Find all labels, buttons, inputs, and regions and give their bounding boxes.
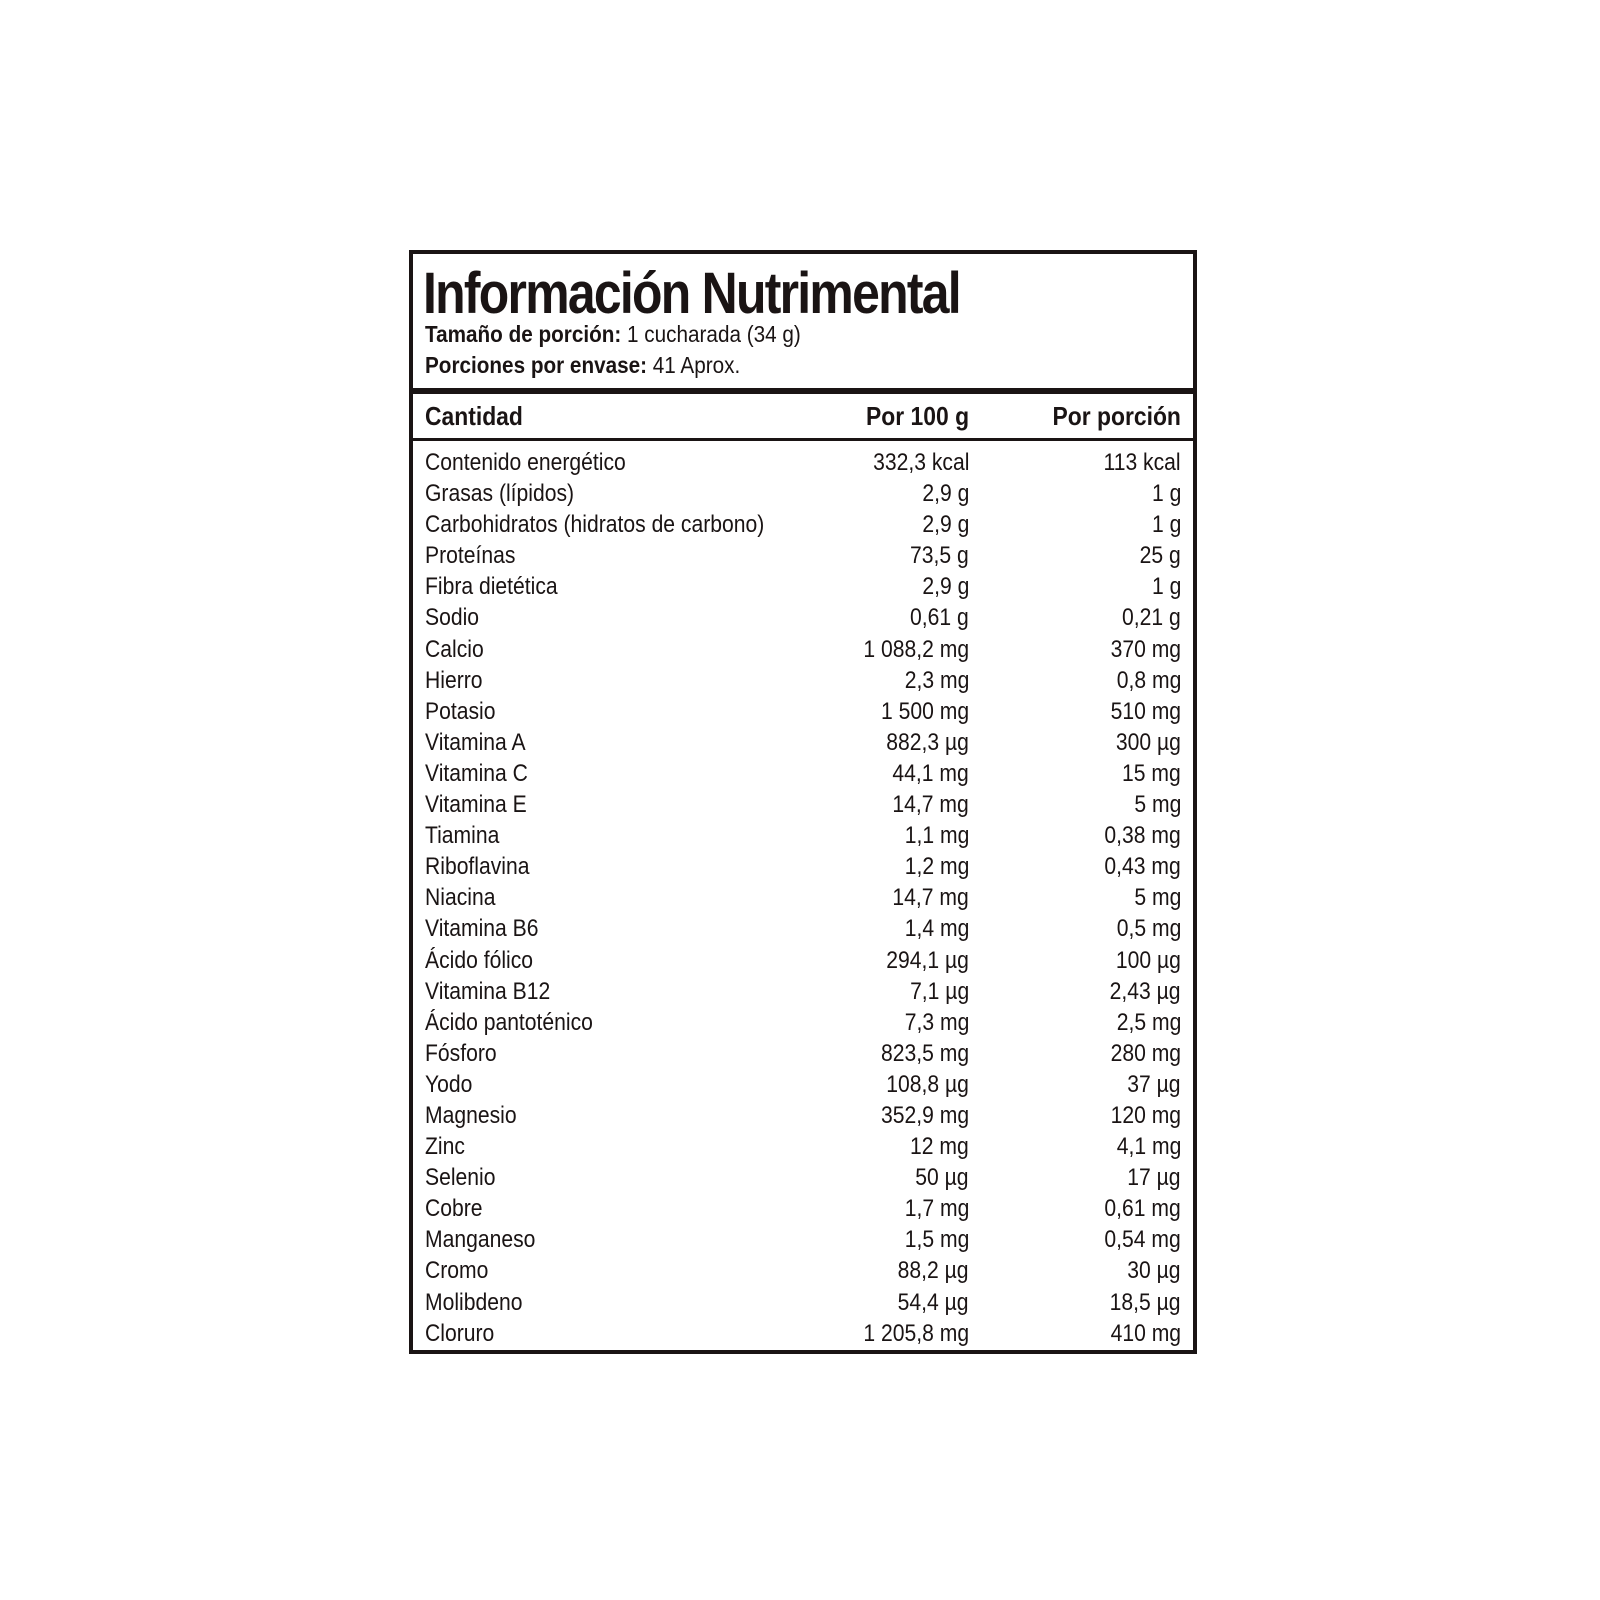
label-title: Información Nutrimental (423, 261, 960, 326)
nutrient-name: Proteínas (425, 542, 516, 570)
value-per-serving: 2,5 mg (1116, 1008, 1181, 1036)
value-per-serving: 25 g (1139, 542, 1181, 570)
nutrient-name: Manganeso (425, 1226, 536, 1254)
serving-size (425, 320, 801, 348)
table-row (413, 697, 1193, 728)
nutrient-name: Ácido fólico (425, 946, 534, 974)
table-row (413, 635, 1193, 666)
value-per-serving: 280 mg (1110, 1039, 1181, 1067)
value-per-100g: 73,5 g (910, 542, 969, 570)
table-row (413, 790, 1193, 821)
value-per-100g: 50 µg (915, 1164, 969, 1192)
nutrient-name: Calcio (425, 635, 484, 663)
value-per-serving: 1 g (1151, 573, 1181, 601)
column-header-name: Cantidad (425, 401, 523, 431)
value-per-serving: 410 mg (1110, 1319, 1181, 1347)
value-per-100g: 1 205,8 mg (863, 1319, 969, 1347)
value-per-100g: 2,3 mg (904, 666, 969, 694)
serving-size-value: 1 cucharada (34 g) (621, 321, 801, 347)
value-per-100g: 88,2 µg (898, 1257, 969, 1285)
nutrient-name: Selenio (425, 1164, 496, 1192)
nutrient-name: Magnesio (425, 1101, 517, 1129)
table-row (413, 1288, 1193, 1319)
nutrient-name: Carbohidratos (hidratos de carbono) (425, 511, 765, 539)
value-per-100g: 352,9 mg (880, 1101, 969, 1129)
value-per-serving: 1 g (1151, 511, 1181, 539)
value-per-100g: 7,3 mg (904, 1008, 969, 1036)
value-per-100g: 1,2 mg (904, 853, 969, 881)
table-header (413, 394, 1193, 438)
nutrient-name: Cromo (425, 1257, 489, 1285)
table-row (413, 1101, 1193, 1132)
servings-per-container-value: 41 Aprox. (647, 352, 741, 378)
value-per-100g: 54,4 µg (898, 1288, 969, 1316)
table-row (413, 572, 1193, 603)
value-per-100g: 1 088,2 mg (863, 635, 969, 663)
table-row (413, 1225, 1193, 1256)
value-per-100g: 1 500 mg (880, 697, 969, 725)
table-row (413, 510, 1193, 541)
nutrient-name: Fósforo (425, 1039, 497, 1067)
value-per-100g: 332,3 kcal (872, 449, 969, 476)
nutrient-name: Vitamina C (425, 759, 528, 787)
servings-per-container-label: Porciones por envase: (425, 352, 648, 378)
table-row (413, 1132, 1193, 1163)
servings-per-container (425, 351, 740, 379)
value-per-serving: 510 mg (1110, 697, 1181, 725)
value-per-serving: 18,5 µg (1110, 1288, 1181, 1316)
value-per-serving: 300 µg (1115, 728, 1181, 756)
nutrient-name: Vitamina A (425, 728, 526, 756)
value-per-serving: 120 mg (1110, 1101, 1181, 1129)
value-per-100g: 14,7 mg (892, 884, 969, 912)
value-per-serving: 30 µg (1127, 1257, 1181, 1285)
value-per-100g: 882,3 µg (886, 728, 969, 756)
nutrient-name: Vitamina B12 (425, 977, 551, 1005)
value-per-100g: 823,5 mg (880, 1039, 969, 1067)
column-header-per-serving: Por porción (1052, 401, 1181, 431)
value-per-100g: 2,9 g (922, 573, 969, 601)
value-per-100g: 2,9 g (922, 511, 969, 539)
table-row (413, 914, 1193, 945)
table-row (413, 852, 1193, 883)
nutrient-name: Fibra dietética (425, 573, 558, 601)
table-row (413, 1070, 1193, 1101)
value-per-100g: 0,61 g (910, 604, 969, 632)
value-per-100g: 1,4 mg (904, 915, 969, 943)
table-row (413, 946, 1193, 977)
nutrient-name: Yodo (425, 1070, 473, 1098)
nutrient-name: Cobre (425, 1195, 483, 1223)
value-per-serving: 370 mg (1110, 635, 1181, 663)
nutrient-name: Molibdeno (425, 1288, 523, 1316)
nutrient-name: Hierro (425, 666, 483, 694)
nutrient-name: Ácido pantoténico (425, 1008, 593, 1036)
table-row (413, 479, 1193, 510)
value-per-serving: 100 µg (1115, 946, 1181, 974)
nutrient-name: Potasio (425, 697, 496, 725)
nutrient-name: Zinc (425, 1133, 465, 1161)
table-row (413, 448, 1193, 479)
nutrient-name: Grasas (lípidos) (425, 480, 575, 508)
nutrient-name: Cloruro (425, 1319, 495, 1347)
table-row (413, 666, 1193, 697)
table-row (413, 759, 1193, 790)
value-per-serving: 0,61 mg (1104, 1195, 1181, 1223)
value-per-serving: 15 mg (1122, 759, 1181, 787)
nutrient-name: Vitamina E (425, 791, 527, 819)
value-per-serving: 1 g (1151, 480, 1181, 508)
value-per-serving: 0,54 mg (1104, 1226, 1181, 1254)
nutrient-name: Niacina (425, 884, 496, 912)
serving-size-label: Tamaño de porción: (425, 321, 622, 347)
table-row (413, 728, 1193, 759)
value-per-100g: 44,1 mg (892, 759, 969, 787)
nutrient-name: Contenido energético (425, 449, 626, 476)
header-divider (413, 438, 1193, 441)
value-per-100g: 2,9 g (922, 480, 969, 508)
value-per-serving: 2,43 µg (1110, 977, 1181, 1005)
table-row (413, 1163, 1193, 1194)
value-per-serving: 0,43 mg (1104, 853, 1181, 881)
value-per-100g: 1,1 mg (904, 822, 969, 850)
nutrition-facts-label (409, 250, 1197, 1354)
table-row (413, 883, 1193, 914)
value-per-serving: 37 µg (1127, 1070, 1181, 1098)
value-per-100g: 14,7 mg (892, 791, 969, 819)
value-per-serving: 5 mg (1134, 884, 1181, 912)
nutrient-name: Tiamina (425, 822, 500, 850)
table-row (413, 1039, 1193, 1070)
value-per-100g: 12 mg (910, 1133, 969, 1161)
value-per-100g: 294,1 µg (886, 946, 969, 974)
table-row (413, 1194, 1193, 1225)
nutrient-name: Sodio (425, 604, 480, 632)
value-per-serving: 17 µg (1127, 1164, 1181, 1192)
nutrient-name: Vitamina B6 (425, 915, 539, 943)
table-row (413, 603, 1193, 634)
value-per-serving: 4,1 mg (1116, 1133, 1181, 1161)
table-row (413, 977, 1193, 1008)
value-per-serving: 113 kcal (1103, 449, 1181, 476)
value-per-100g: 1,5 mg (904, 1226, 969, 1254)
table-row (413, 1008, 1193, 1039)
table-row (413, 541, 1193, 572)
table-row (413, 1256, 1193, 1287)
value-per-serving: 0,38 mg (1104, 822, 1181, 850)
table-row (413, 1319, 1193, 1350)
value-per-serving: 0,21 g (1122, 604, 1181, 632)
value-per-serving: 5 mg (1134, 791, 1181, 819)
value-per-100g: 1,7 mg (904, 1195, 969, 1223)
column-header-per-100g: Por 100 g (865, 401, 969, 431)
value-per-serving: 0,8 mg (1116, 666, 1181, 694)
value-per-serving: 0,5 mg (1116, 915, 1181, 943)
nutrient-table-body (413, 448, 1193, 1350)
value-per-100g: 108,8 µg (886, 1070, 969, 1098)
table-row (413, 821, 1193, 852)
nutrient-name: Riboflavina (425, 853, 530, 881)
value-per-100g: 7,1 µg (909, 977, 969, 1005)
